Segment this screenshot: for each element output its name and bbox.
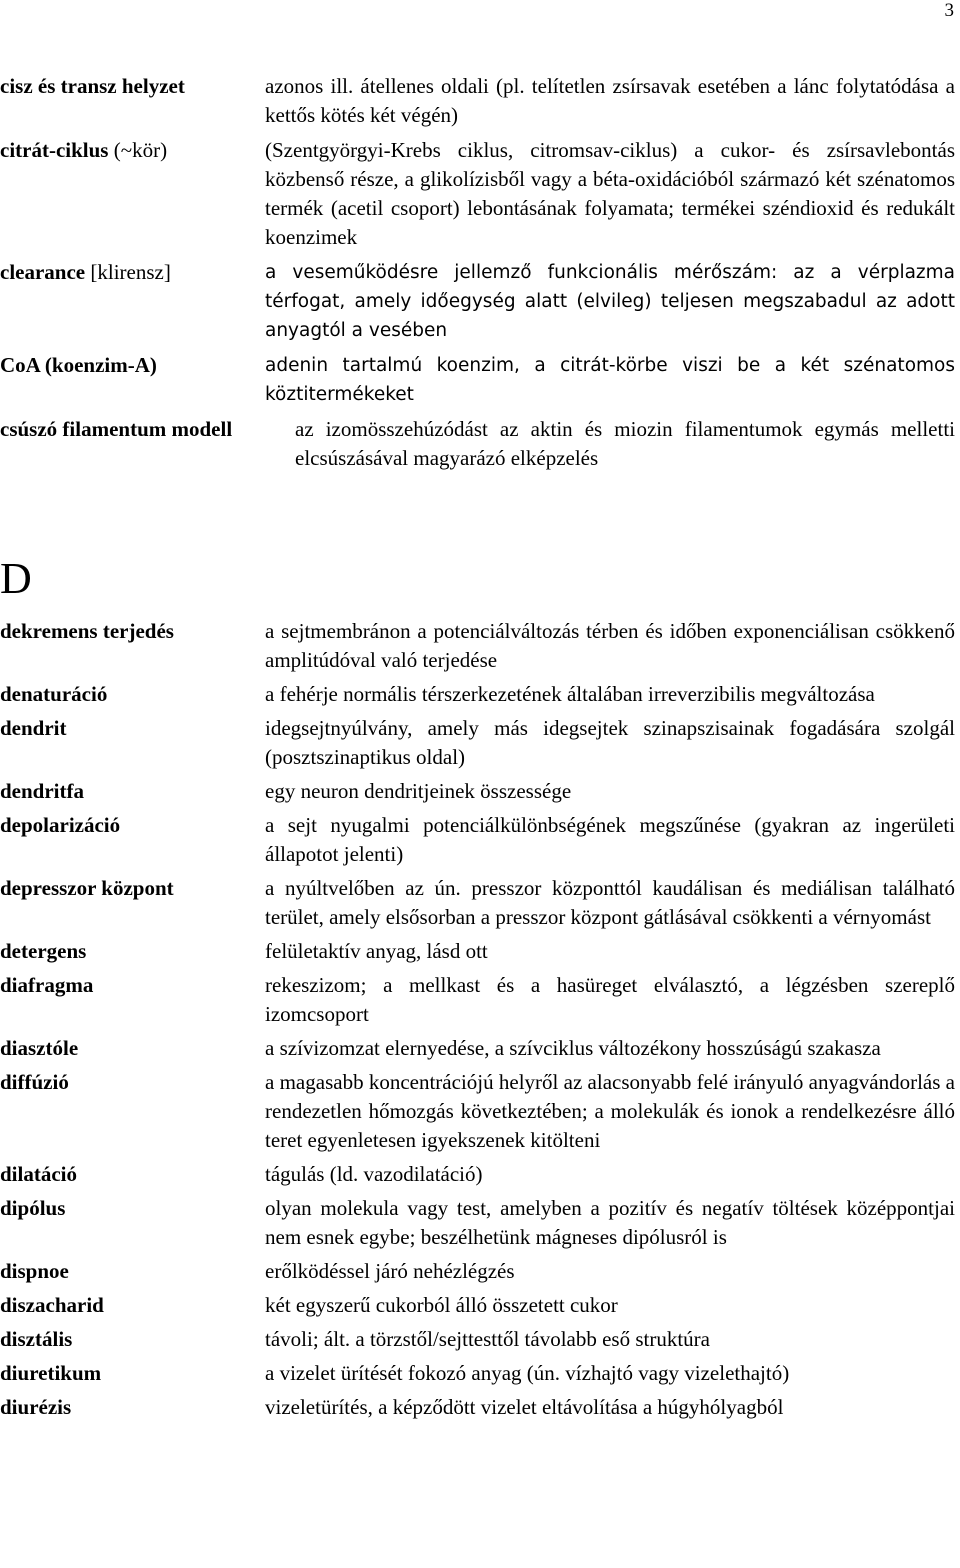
glossary-entry: [0, 351, 960, 409]
glossary-term: detergens: [0, 939, 87, 963]
glossary-term: citrát-ciklus (~kör): [0, 138, 168, 162]
term-note: [klirensz]: [85, 260, 171, 284]
glossary-section-d: [0, 617, 960, 1427]
glossary-term: dipólus: [0, 1196, 66, 1220]
glossary-definition: azonos ill. átellenes oldali (pl. telítetlen zsírsavak esetében a lánc folytatódása a kettős kötés két végén): [265, 74, 955, 127]
glossary-entry: [0, 714, 960, 772]
glossary-definition: (Szentgyörgyi-Krebs ciklus, citromsav-ciklus) a cukor- és zsírsavlebontás közbenső része, a glikolízisből vagy a béta-oxidációból származó két szénatomos termék (acetil csoport) lebontásának folyamata; termékei széndioxid és redukált koenzimek: [265, 138, 955, 249]
glossary-entry: [0, 811, 960, 869]
glossary-entry: [0, 1359, 960, 1388]
glossary-entry: [0, 1160, 960, 1189]
glossary-definition: vizeletürítés, a képződött vizelet eltávolítása a húgyhólyagból: [265, 1395, 784, 1419]
glossary-definition: a szívizomzat elernyedése, a szívciklus változékony hosszúságú szakasza: [265, 1036, 881, 1060]
glossary-term: CoA (koenzim-A): [0, 353, 157, 377]
glossary-term: depolarizáció: [0, 813, 121, 837]
term-note: (~kör): [108, 138, 168, 162]
glossary-term: diafragma: [0, 973, 94, 997]
glossary-term: dilatáció: [0, 1162, 77, 1186]
glossary-entry: [0, 258, 960, 345]
glossary-term: diuretikum: [0, 1361, 102, 1385]
glossary-entry: [0, 971, 960, 1029]
glossary-definition: adenin tartalmú koenzim, a citrát-körbe viszi be a két szénatomos köztitermékeket: [265, 355, 955, 405]
glossary-definition: a sejtmembránon a potenciálváltozás térben és időben exponenciálisan csökkenő amplitúdóval való terjedése: [265, 619, 955, 672]
glossary-definition: a nyúltvelőben az ún. presszor központtól kaudálisan és mediálisan található terület, amely elsősorban a presszor központ gátlásával csökkenti a vérnyomást: [265, 876, 955, 929]
glossary-entry: [0, 1393, 960, 1422]
glossary-definition: az izomösszehúzódást az aktin és miozin filamentumok egymás melletti elcsúszásával magyarázó elképzelés: [295, 417, 955, 470]
glossary-term: diasztóle: [0, 1036, 79, 1060]
glossary-definition: a fehérje normális térszerkezetének általában irreverzibilis megváltozása: [265, 682, 875, 706]
glossary-entry: [0, 617, 960, 675]
glossary-entry: [0, 937, 960, 966]
glossary-entry: [0, 136, 960, 252]
glossary-entry: [0, 1291, 960, 1320]
glossary-term: diurézis: [0, 1395, 72, 1419]
glossary-term: diffúzió: [0, 1070, 69, 1094]
glossary-section-c: [0, 72, 960, 479]
glossary-term: clearance [klirensz]: [0, 260, 171, 284]
glossary-term: csúszó filamentum modell: [0, 417, 233, 441]
glossary-definition: olyan molekula vagy test, amelyben a pozitív és negatív töltések középpontjai nem esnek egybe; beszélhetünk mágneses dipólusról is: [265, 1196, 955, 1249]
glossary-entry: [0, 1325, 960, 1354]
glossary-definition: a vizelet ürítését fokozó anyag (ún. vízhajtó vagy vizelethajtó): [265, 1361, 790, 1385]
glossary-entry: [0, 1034, 960, 1063]
glossary-term: dendritfa: [0, 779, 84, 803]
glossary-definition: tágulás (ld. vazodilatáció): [265, 1162, 483, 1186]
glossary-term: depresszor központ: [0, 876, 174, 900]
glossary-term: cisz és transz helyzet: [0, 74, 185, 98]
glossary-definition: erőlködéssel járó nehézlégzés: [265, 1259, 515, 1283]
glossary-definition: a veseműködésre jellemző funkcionális mérőszám: az a vérplazma térfogat, amely időegység alatt (elvileg) teljesen megszabadul az adott anyagtól a vesében: [265, 262, 955, 341]
glossary-definition: a sejt nyugalmi potenciálkülönbségének megszűnése (gyakran az ingerületi állapotot jelenti): [265, 813, 955, 866]
glossary-entry: [0, 680, 960, 709]
glossary-entry: [0, 874, 960, 932]
glossary-term: denaturáció: [0, 682, 108, 706]
glossary-definition: rekeszizom; a mellkast és a hasüreget elválasztó, a légzésben szereplő izomcsoport: [265, 973, 955, 1026]
glossary-entry: [0, 1257, 960, 1286]
glossary-definition: a magasabb koncentrációjú helyről az alacsonyabb felé irányuló anyagvándorlás a rendezetlen hőmozgás következtében; a molekulák és ionok a rendelkezésre álló teret egyenletesen igyekszenek kitölteni: [265, 1070, 955, 1152]
glossary-definition: két egyszerű cukorból álló összetett cukor: [265, 1293, 618, 1317]
glossary-entry: [0, 1068, 960, 1155]
glossary-term: dendrit: [0, 716, 67, 740]
glossary-term: disztális: [0, 1327, 73, 1351]
glossary-definition: idegsejtnyúlvány, amely más idegsejtek szinapszisainak fogadására szolgál (posztszinaptikus oldal): [265, 716, 955, 769]
glossary-entry: [0, 777, 960, 806]
glossary-definition: egy neuron dendritjeinek összessége: [265, 779, 572, 803]
section-letter: D: [0, 554, 32, 603]
page-number: 3: [944, 0, 954, 21]
glossary-term: dispnoe: [0, 1259, 69, 1283]
glossary-term: diszacharid: [0, 1293, 104, 1317]
glossary-definition: felületaktív anyag, lásd ott: [265, 939, 488, 963]
glossary-entry: [0, 415, 960, 473]
glossary-term: dekremens terjedés: [0, 619, 174, 643]
glossary-entry: [0, 1194, 960, 1252]
glossary-entry: [0, 72, 960, 130]
glossary-definition: távoli; ált. a törzstől/sejttesttől távolabb eső struktúra: [265, 1327, 710, 1351]
